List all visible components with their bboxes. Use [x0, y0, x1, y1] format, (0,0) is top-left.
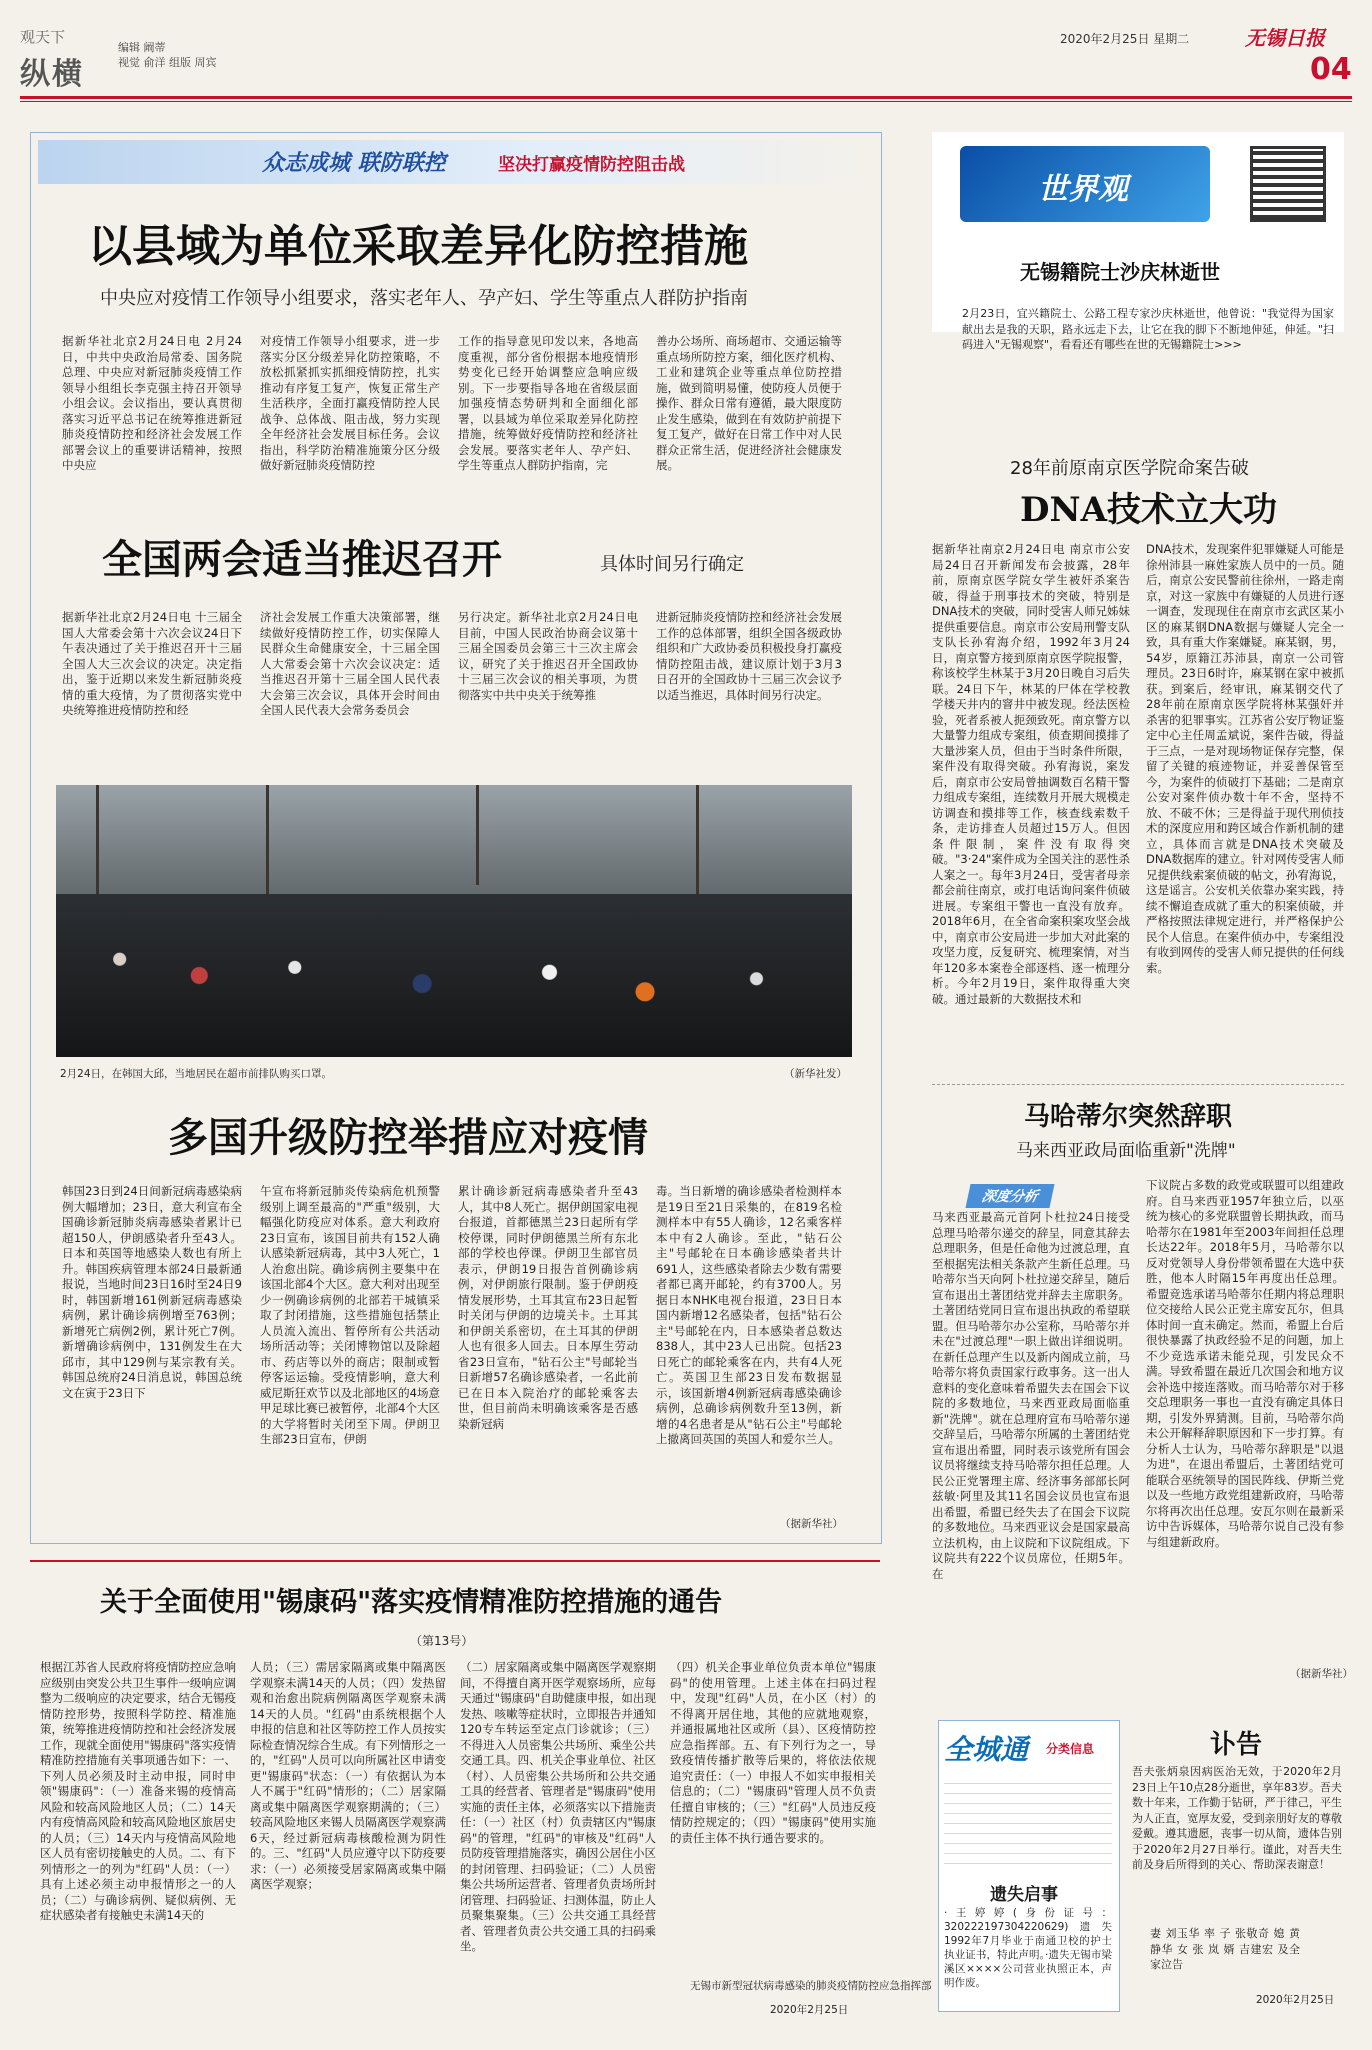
qr-code-icon[interactable] [1250, 146, 1326, 222]
photo-credit: （新华社发） [784, 1068, 847, 1080]
notice-date: 2020年2月25日 [770, 2004, 849, 2016]
banner-theme: 坚决打赢疫情防控阻击战 [498, 155, 685, 175]
notice-col4: （四）机关企事业单位负责本单位"锡康码"的使用管理。上述主体在扫码过程中，发现"红码"人员，在小区（村）的不得离开居住地，其他的应就地观察，并通报属地社区或所（县）、区疫情防控应急指挥部。五、有下列行为之一，导致疫情传播扩散等后果的，将依法依规追究责任：（一）申报人不如实申报相关信息的；（二）"锡康码"管理人员不负责任擅自审核的；（三）"红码"人员违反疫情防控规定的；（四）"锡康码"使用实施的责任主体不执行通告要求的。 [670, 1660, 876, 1845]
ad-brand: 全城通 [944, 1733, 1029, 1766]
article1-title: 以县域为单位采取差异化防控措施 [88, 221, 748, 272]
article4-col2: DNA技术，发现案件犯罪嫌疑人可能是徐州沛县一麻姓家族人员中的一员。随后，南京公安民警前往徐州，一路走南京，对这一家族中有嫌疑的人员进行逐一调查，发现现住在南京市玄武区某小区的麻某钢DNA数据与嫌疑人完全一致，具有重大作案嫌疑。麻某钢，男，54岁，原籍江苏沛县，南京一公司管理员。23日6时许，麻某钢在家中被抓获。到案后，经审讯，麻某钢交代了28年前在原南京医学院将林某强奸并杀害的犯罪事实。江苏省公安厅物证鉴定中心主任周孟斌说，案件告破，得益于三点，一是对现场物证保存完整，保留了关键的痕迹物证，并妥善保管至今，为案件的侦破打下基础；二是南京公安对案件侦办数十年不舍，坚持不放、不破不休；三是得益于现代刑侦技术的深度应用和跨区域合作新机制的建立，具体而言就是DNA技术突破及DNA数据库的建立。针对网传受害人师兄提供线索案侦破的帖文，孙宥海说，这是谣言。公安机关依靠办案实践，持续不懈追查成就了重大的积案侦破，并严格按照法律规定进行，并严格保护公民个人信息。在案件侦办中，专案组没有收到网传的受害人师兄提供的任何线索。 [1146, 542, 1344, 975]
article2-col1: 据新华社北京2月24日电 十三届全国人大常委会第十六次会议24日下午表决通过了关于推迟召开十三届全国人大三次会议的决定。决定指出，鉴于近期以来发生新冠肺炎疫情的重大疫情，为了贯彻落实党中央统筹推进疫情防控和经 [62, 610, 242, 717]
obituary-date: 2020年2月25日 [1256, 1994, 1335, 2006]
worldview-headline: 无锡籍院士沙庆林逝世 [1020, 260, 1220, 284]
ad-contact-lines [944, 1780, 1112, 1864]
article3-col4: 毒。当日新增的确诊感染者检测样本是19日至21日采集的，在819名检测样本中有55人确诊，12名乘客样本中有2人确诊。至此，"钻石公主"号邮轮在日本确诊感染者共计691人，这些感染者除去少数有需要者都已离开邮轮，约有3700人。另据日本NHK电视台报道，23日日本国内新增12名感染者，包括"钻石公主"号邮轮在内，日本感染者总数达838人，其中23人已出院。包括23日死亡的邮轮乘客在内，共有4人死亡。英国卫生部23日发布数据显示，该国新增4例新冠病毒感染确诊病例，总确诊病例数升至13例，新增的4名患者是从"钻石公主"号邮轮上撤离回英国的英国人和爱尔兰人。 [656, 1184, 842, 1446]
article2-col4: 进新冠肺炎疫情防控和经济社会发展工作的总体部署，组织全国各级政协组织和广大政协委员积极投身打赢疫情防控阻击战，建议原计划于3月3日召开的全国政协十三届三次会议予以适当推迟，具体时间另行决定。 [656, 610, 842, 702]
article5-col2: 下议院占多数的政党或联盟可以组建政府。自马来西亚1957年独立后，以巫统为核心的多党联盟曾长期执政，而马哈蒂尔在1981年至2003年间担任总理长达22年。2018年5月，马哈蒂尔以反对党领导人身份带领希盟在大选中获胜，他本人时隔15年再度出任总理。希盟竞选承诺马哈蒂尔任期内将总理职位交接给人民公正党主席安瓦尔，但具体时间一直未确定。然而，希盟上台后很快暴露了执政经验不足的问题，加上不少竞选承诺未能兑现，引发民众不满。导致希盟在最近几次国会和地方议会补选中接连落败。而马哈蒂尔对于移交总理职务一事也一直没有确定具体日期，引发外界猜测。目前，马哈蒂尔尚未公开解释辞职原因和下一步打算。有分析人士认为，马哈蒂尔辞职是"以退为进"，在退出希盟后，土著团结党可能联合巫统领导的国民阵线、伊斯兰党以及一些地方政党组建新政府，马哈蒂尔将再次出任总理。安瓦尔则在最新采访中告诉媒体，马哈蒂尔说自己没有参与组建新政府。 [1146, 1178, 1344, 1549]
article1-col3: 工作的指导意见印发以来，各地高度重视，部分省份根据本地疫情形势变化已经开始调整应急响应级别。下一步要指导各地在省级层面加强疫情态势研判和全面细化部署，以县域为单位采取差异化防控措施，统筹做好疫情防控和经济社会发展。要落实老年人、孕产妇、学生等重点人群防护指南，完 [458, 334, 638, 472]
header-rule [20, 96, 1352, 99]
header-rule-thin [20, 101, 1352, 102]
obituary-text: 吾夫张炳泉因病医治无效，于2020年2月23日上午10点28分逝世，享年83岁。吾夫数十年来，工作勤于钻研，严于律己，平生为人正直，宽厚友爱，受到亲朋好友的尊敬爱戴。遵其遗愿，丧事一切从简，遗体告别于2020年2月27日举行。谨此，对吾夫生前及身后所得到的关心、帮助深表谢意！ [1132, 1765, 1342, 1871]
article2-col3: 另行决定。新华社北京2月24日电 目前，中国人民政治协商会议第十三届全国委员会第三十三次主席会议，研究了关于推迟召开全国政协十三届三次会议的相关事项，为贯彻落实中共中央关于统筹推 [458, 610, 638, 702]
notice-title: 关于全面使用"锡康码"落实疫情精准防控措施的通告 [100, 1587, 723, 1618]
section-header [20, 26, 84, 93]
lost-notice-title: 遗失启事 [990, 1885, 1058, 1905]
article4-col1: 据新华社南京2月24日电 南京市公安局24日召开新闻发布会披露，28年前，原南京医学院女学生被奸杀案告破，得益于刑事技术的突破，特别是DNA技术的突破，同时受害人师兄姊妹提供重要信息。南京市公安局刑警支队支队长孙宥海介绍，1992年3月24日，南京警方接到原南京医学院报警，称该校学生林某于3月20日晚自习后失联。24日下午，林某的尸体在学校教学楼天井内的窨井中被发现。经法医检验，死者系被人扼颈致死。南京警方以大量警力组成专案组，侦查期间摸排了大量涉案人员，但由于当时条件所限，案件没有取得突破。孙宥海说，案发后，南京市公安局曾抽调数百名精干警力组成专案组，连续数月开展大规模走访调查和摸排等工作，核查线索数千条，走访排查人员超过15万人。但因条件限制，案件没有取得突破。"3·24"案件成为全国关注的恶性杀人案之一。每年3月24日，受害者母亲都会前往南京，或打电话询问案件侦破进展。专案组干警也一直没有放弃。2018年6月，在全省命案积案攻坚会战中，南京市公安局进一步加大对此案的攻坚力度，反复研究、梳理案情，对当年120多本案卷全部逐档、逐一梳理分析。今年2月19日，案件取得重大突破。通过最新的大数据技术和 [932, 542, 1130, 1006]
notice-rule [30, 1560, 880, 1562]
article3-col2: 午宣布将新冠肺炎传染病危机预警级别上调至最高的"严重"级别，大幅强化防疫应对体系。意大利政府23日宣布，该国目前共有152人确认感染新冠病毒，其中3人死亡，1人治愈出院。确诊病例主要集中在该国北部4个大区。意大利对出现至少一例确诊病例的北部若干城镇采取了封闭措施，这些措施包括禁止人员流入流出、暂停所有公共活动场所活动等；关闭博物馆以及除超市、药店等以外的商店；限制或暂停客运运输。受疫情影响，意大利威尼斯狂欢节以及北部地区的4场意甲足球比赛已被暂停，北部4个大区的大学将暂时关闭至下周。伊朗卫生部23日宣布，伊朗 [260, 1184, 440, 1446]
article2-subtitle: 具体时间另行确定 [600, 554, 744, 575]
tree-trunk [696, 785, 699, 900]
article3-col1: 韩国23日到24日间新冠病毒感染病例大幅增加；23日，意大利宣布全国确诊新冠肺炎病毒感染者累计已超150人，伊朗感染者升至43人。日本和英国等地感染人数也有所上升。韩国疾病管理本部24日最新通报说，当地时间23日16时至24日9时，韩国新增161例新冠病毒感染病例，累计确诊病例增至763例；新增死亡病例2例，累计死亡7例。新增确诊病例中，131例发生在大邱市，其中129例与某宗教有关。韩国总统府24日消息说，韩国总统文在寅于23日下 [62, 1184, 242, 1400]
divider [932, 1084, 1344, 1085]
article5-col1: 马来西亚最高元首阿卜杜拉24日接受总理马哈蒂尔递交的辞呈，同意其辞去总理职务，但是任命他为过渡总理，直至根据宪法相关条款产生新任总理。马哈蒂尔当天向阿卜杜拉递交辞呈，随后宣布退出土著团结党并辞去主席职务。土著团结党同日宣布退出执政的希望联盟。但马哈蒂尔办公室称，马哈蒂尔并未在"过渡总理"一职上做出详细说明。在新任总理产生以及新内阁成立前，马哈蒂尔将负责国家行政事务。这一出人意料的变化意味着希盟失去在国会下议院的多数地位，马来西亚政局面临重新"洗牌"。就在总理府宣布马哈蒂尔递交辞呈后，马哈蒂尔所属的土著团结党宣布退出希盟，同时表示该党所有国会议员将继续支持马哈蒂尔担任总理。人民公正党署理主席、经济事务部部长阿兹敏·阿里及其11名国会议员也宣布退出希盟，希盟已经失去了在国会下议院的多数地位。马来西亚议会是国家最高立法机构，由上议院和下议院组成。下议院共有222个议员席位，任期5年。在 [932, 1210, 1130, 1581]
editors [118, 40, 217, 70]
tree-trunk [266, 785, 269, 895]
paper-logo: 无锡日报 [1245, 26, 1325, 50]
article1-col4: 善办公场所、商场超市、交通运输等重点场所防控方案，细化医疗机构、工业和建筑企业等重点单位防控措施，做到简明易懂，使防疫人员便于操作、群众日常有遵循，最大限度防止发生感染，做到在有效防护前提下复工复产，做好在日常工作中对人民群众正常生活，促进经济社会健康发展。 [656, 334, 842, 472]
worldview-logo: 世界观 [1038, 172, 1128, 207]
notice-col3: （二）居家隔离或集中隔离医学观察期间，不得擅自离开医学观察场所，应每天通过"锡康码"自助健康申报，如出现发热、咳嗽等症状时，立即报告并通知120专车转运至定点门诊就诊；（三）不得进入人员密集公共场所、乘坐公共交通工具。四、机关企事业单位、社区（村）、人员密集公共场所和公共交通工具的经营者、管理者是"锡康码"使用实施的责任主体，必须落实以下措施责任：（一）社区（村）负责辖区内"锡康码"的管理，"红码"的审核及"红码"人员防疫管理措施落实，确因公居住小区的封闭管理、扫码验证；（二）人员密集公共场所运营者、管理者负责场所封闭管理、扫码验证、扫测体温，防止人员聚集聚集。（三）公共交通工具经营者、管理者负责公共交通工具的扫码乘坐。 [460, 1660, 656, 1953]
article4-title: DNA技术立大功 [1020, 490, 1277, 530]
article4-kicker: 28年前原南京医学院命案告破 [1010, 458, 1249, 479]
section-big: 纵横 [20, 57, 84, 92]
article3-title: 多国升级防控举措应对疫情 [168, 1114, 648, 1161]
photo-caption: 2月24日，在韩国大邱，当地居民在超市前排队购买口罩。 [60, 1068, 333, 1080]
article1-subtitle: 中央应对疫情工作领导小组要求，落实老年人、孕产妇、学生等重点人群防护指南 [100, 288, 748, 309]
campaign-banner [38, 140, 872, 184]
article3-col3: 累计确诊新冠病毒感染者升至43人，其中8人死亡。据伊朗国家电视台报道，首都德黑兰23日起所有学校停课，同时伊朗德黑兰所有东北部的学校也停课。伊朗卫生部官员表示，伊朗19日报告首例确诊病例，对伊朗旅行限制。鉴于伊朗疫情发展形势，土耳其宣布23日起暂时关闭与伊朗的边境关卡。土耳其和伊朗关系密切，在土耳其的伊朗人也有很多人回去。日本厚生劳动省23日宣布，"钻石公主"号邮轮当日新增57名确诊感染者，一名此前已在日本入院治疗的邮轮乘客去世，但目前尚未明确该乘客是否感染新冠病 [458, 1184, 638, 1431]
obituary-title: 讣告 [1210, 1730, 1263, 1760]
notice-number: （第13号） [410, 1634, 474, 1648]
analysis-tag: 深度分析 [965, 1184, 1054, 1208]
notice-col2: 人员；（三）需居家隔离或集中隔离医学观察未满14天的人员；（四）发热留观和治愈出院病例隔离医学观察未满14天的人员。"红码"由系统根据个人申报的信息和社区等防控工作人员按实际检查情况综合生成。有下列情形之一的，"红码"人员可以向所属社区申请变更"锡康码"状态：（一）有依据认为本人不属于"红码"情形的；（二）居家隔离或集中隔离医学观察期满的；（三）较高风险地区来锡人员隔离医学观察满6天，经过新冠病毒核酸检测为阴性的。三、"红码"人员应遵守以下防疫要求：（一）必须接受居家隔离或集中隔离医学观察； [250, 1660, 446, 1891]
article1-col2: 对疫情工作领导小组要求，进一步落实分区分级差异化防控策略，不放松抓紧抓实抓细疫情防控，扎实推动有序复工复产，恢复正常生产生活秩序，全面打赢疫情防控人民战争、总体战、阻击战，努力实现全年经济社会发展目标任务。会议指出，科学防治精准施策分区分级做好新冠肺炎疫情防控 [260, 334, 440, 472]
editors-line-2: 视觉 俞洋 组版 周宾 [118, 56, 217, 69]
banner-slogan: 众志成城 联防联控 [262, 151, 446, 176]
article5-subtitle: 马来西亚政局面临重新"洗牌" [1016, 1141, 1236, 1161]
article3-credit: （据新华社） [780, 1518, 843, 1530]
article2-col2: 济社会发展工作重大决策部署，继续做好疫情防控工作，切实保障人民群众生命健康安全，十三届全国人大常委会第十六次会议决定：适当推迟召开第十三届全国人民代表大会第三次会议，具体开会时间由全国人民代表大会常务委员会 [260, 610, 440, 717]
worldview-text: 2月23日，宜兴籍院士、公路工程专家沙庆林逝世，他曾说："我觉得为国家献出去是我的天职，路永远走下去，让它在我的脚下不断地伸延，伸延。"扫码进入"无锡观察"，看看还有哪些在世的无锡籍院士>>> [962, 307, 1334, 351]
obituary-signers: 妻 刘玉华 率 子 张敬奇 媳 黄静华 女 张 岚 婿 吉建宏 及全家泣告 [1150, 1927, 1300, 1971]
notice-col1: 根据江苏省人民政府将疫情防控应急响应级别由突发公共卫生事件一级响应调整为二级响应的决定要求，结合无锡疫情防控形势，按照科学防控、精准施策，统筹推进疫情防控和社会经济发展工作，现就全面使用"锡康码"落实疫情精准防控措施有关事项通告如下：一、下列人员必须及时主动申报，同时申领"锡康码"：（一）准备来锡的疫情高风险和较高风险地区人员；（二）14天内有疫情高风险和较高风险地区旅居史的人员；（三）14天内与疫情高风险地区人员有密切接触史的人员。二、有下列情形之一的列为"红码"人员：（一）具有上述必须主动申报情形之一的人员；（二）与确诊病例、疑似病例、无症状感染者有接触史未满14天的 [40, 1660, 236, 1922]
section-small: 观天下 [20, 28, 66, 46]
notice-issuer: 无锡市新型冠状病毒感染的肺炎疫情防控应急指挥部 [690, 1980, 932, 1992]
issue-date: 2020年2月25日 星期二 [1060, 32, 1190, 46]
tree-trunk [476, 785, 479, 885]
editors-line-1: 编辑 阚蒂 [118, 41, 166, 54]
news-photo [56, 785, 852, 1057]
crowd [56, 894, 852, 1057]
lost-notice-text: ·王婷婷(身份证号：320222197304220629)遗失1992年7月毕业于南通卫校的护士执业证书，特此声明。·遗失无锡市梁溪区××××公司营业执照正本，声明作废。 [944, 1907, 1112, 1989]
page-number: 04 [1310, 52, 1352, 87]
article5-credit: （据新华社） [1290, 1668, 1353, 1680]
tree-trunk [96, 785, 99, 905]
ad-tagline: 分类信息 [1046, 1742, 1095, 1756]
article2-title: 全国两会适当推迟召开 [102, 536, 502, 583]
article1-col1: 据新华社北京2月24日电 2月24日，中共中央政治局常委、国务院总理、中央应对新冠肺炎疫情工作领导小组组长李克强主持召开领导小组会议。会议指出，要认真贯彻落实习近平总书记在统筹推进新冠肺炎疫情防控和经济社会发展工作部署会议上的重要讲话精神，按照中央应 [62, 334, 242, 472]
article5-title: 马哈蒂尔突然辞职 [1024, 1102, 1233, 1132]
